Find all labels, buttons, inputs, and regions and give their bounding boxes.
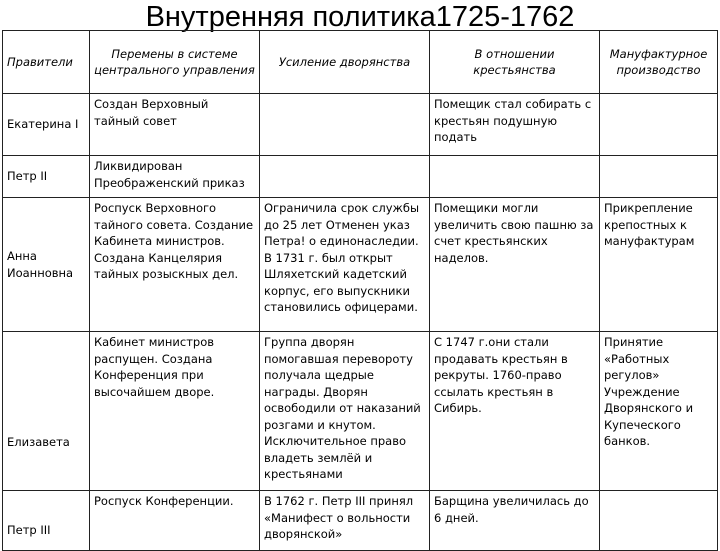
header-peasants: В отношении крестьянства: [430, 31, 600, 94]
government-cell: Роспуск Конференции.: [90, 491, 260, 551]
table-row: [3, 491, 718, 551]
government-cell: Ликвидирован Преображенский приказ: [90, 156, 260, 198]
ruler-cell: Екатерина I: [3, 94, 90, 156]
peasants-cell: Помещики могли увеличить свою пашню за счет крестьянских наделов.: [430, 198, 600, 332]
header-row: [3, 31, 718, 94]
nobility-cell: Группа дворян помогавшая перевороту получала щедрые награды. Дворян освободили от наказаний розгами и кнутом. Исключительное право владеть землёй и крестьянами: [260, 332, 430, 491]
peasants-cell: Помещик стал собирать с крестьян подушную подать: [430, 94, 600, 156]
table-row: [3, 332, 718, 491]
ruler-cell: Анна Иоанновна: [3, 198, 90, 332]
nobility-cell: В 1762 г. Петр III принял «Манифест о вольности дворянской»: [260, 491, 430, 551]
table-row: [3, 94, 718, 156]
manufacture-cell: [600, 94, 718, 156]
government-cell: Роспуск Верховного тайного совета. Создание Кабинета министров. Создана Канцелярия тайных розыскных дел.: [90, 198, 260, 332]
government-cell: Создан Верховный тайный совет: [90, 94, 260, 156]
header-government: Перемены в системе центрального управления: [90, 31, 260, 94]
peasants-cell: С 1747 г.они стали продавать крестьян в рекруты. 1760-право ссылать крестьян в Сибирь.: [430, 332, 600, 491]
ruler-cell: Петр II: [3, 156, 90, 198]
header-nobility: Усиление дворянства: [260, 31, 430, 94]
manufacture-cell: Прикрепление крепостных к мануфактурам: [600, 198, 718, 332]
nobility-cell: Ограничила срок службы до 25 лет Отменен указ Петра! о единонаследии. В 1731 г. был открыт Шляхетский кадетский корпус, его выпускники становились офицерами.: [260, 198, 430, 332]
peasants-cell: Барщина увеличилась до 6 дней.: [430, 491, 600, 551]
policy-table: [2, 30, 718, 551]
nobility-cell: [260, 156, 430, 198]
header-manufacture: Мануфактурное производство: [600, 31, 718, 94]
table-row: [3, 156, 718, 198]
page-title: Внутренняя политика1725-1762: [145, 1, 575, 33]
ruler-cell: Петр III: [3, 491, 90, 551]
government-cell: Кабинет министров распущен. Создана Конференция при высочайшем дворе.: [90, 332, 260, 491]
manufacture-cell: [600, 156, 718, 198]
manufacture-cell: Принятие «Работных регулов» Учреждение Дворянского и Купеческого банков.: [600, 332, 718, 491]
peasants-cell: [430, 156, 600, 198]
manufacture-cell: [600, 491, 718, 551]
ruler-cell: Елизавета: [3, 332, 90, 491]
nobility-cell: [260, 94, 430, 156]
table-row: [3, 198, 718, 332]
header-rulers: Правители: [3, 31, 90, 94]
